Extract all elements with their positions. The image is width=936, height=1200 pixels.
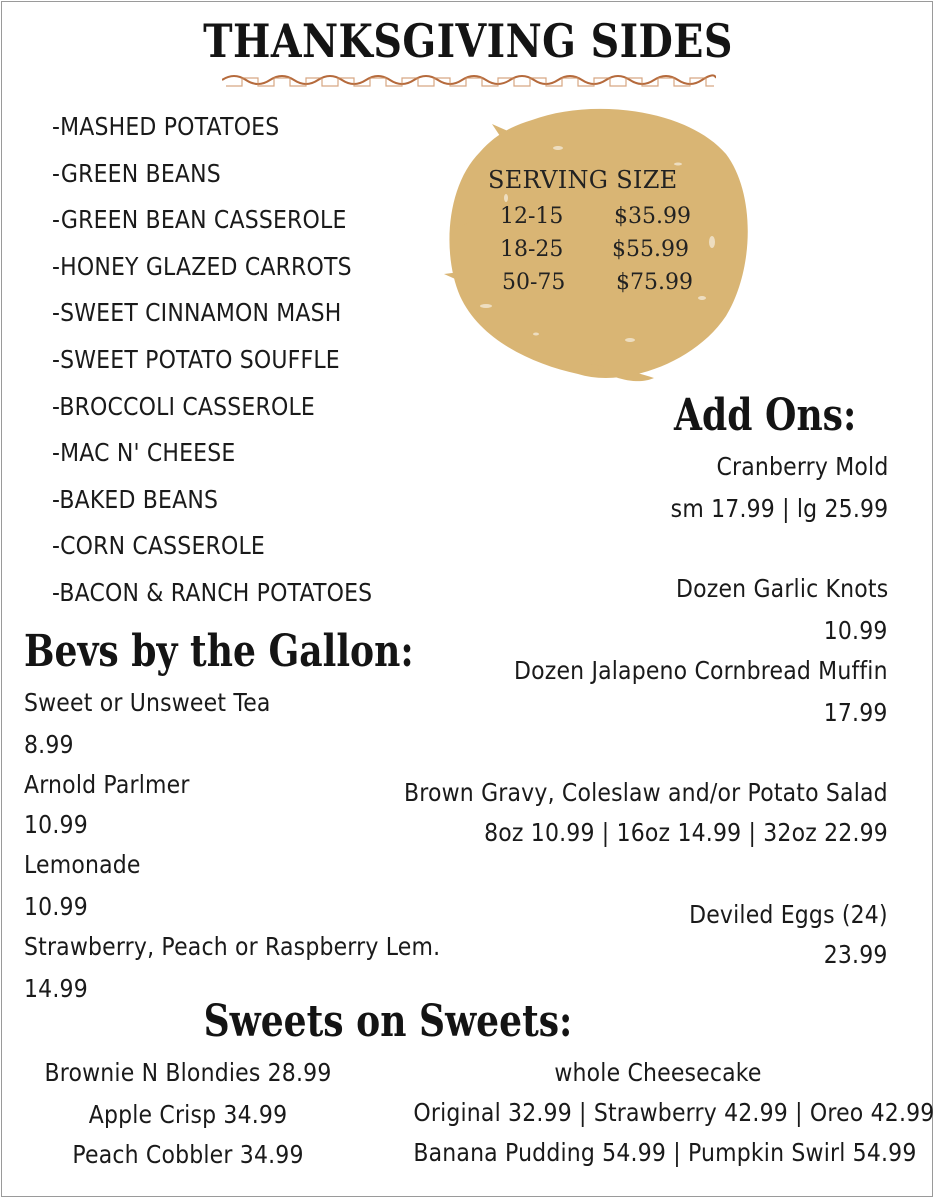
serving-size-title: SERVING SIZE	[488, 166, 678, 194]
cornbread-muffin-name: Dozen Jalapeno Cornbread Muffin	[514, 656, 888, 685]
deviled-eggs-name: Deviled Eggs (24)	[689, 900, 888, 929]
bev-arnold-name: Arnold Parlmer	[24, 770, 190, 799]
list-item: -HONEY GLAZED CARROTS	[52, 251, 352, 281]
list-item: -CORN CASSEROLE	[52, 531, 266, 561]
list-item: -SWEET POTATO SOUFFLE	[52, 344, 340, 374]
deviled-eggs-price: 23.99	[824, 940, 888, 969]
gravy-coleslaw-name: Brown Gravy, Coleslaw and/or Potato Salad	[404, 778, 888, 807]
bev-arnold-price: 10.99	[24, 810, 88, 839]
bev-lemonade-name: Lemonade	[24, 850, 141, 879]
sweets-item-peach-cobbler: Peach Cobbler 34.99	[72, 1140, 304, 1169]
bev-lemonade-price: 10.99	[24, 892, 88, 921]
list-item: -GREEN BEANS	[52, 158, 221, 188]
cheesecake-prices: Original 32.99 | Strawberry 42.99 | Oreo 42.99	[413, 1098, 935, 1127]
cornbread-muffin-price: 17.99	[824, 698, 888, 727]
bevs-heading: Bevs by the Gallon:	[24, 626, 414, 677]
serving-price-18-25: $55.99	[612, 237, 689, 262]
serving-size-blob	[440, 102, 756, 388]
list-item: -BROCCOLI CASSEROLE	[52, 391, 315, 421]
bev-berry-lemonade-price: 14.99	[24, 974, 88, 1003]
garlic-knots-name: Dozen Garlic Knots	[675, 574, 888, 603]
list-item: -MASHED POTATOES	[52, 112, 280, 141]
sides-list	[52, 108, 416, 621]
cheesecake-label: whole Cheesecake	[554, 1058, 762, 1087]
sweets-heading: Sweets on Sweets:	[203, 996, 573, 1047]
cranberry-mold-price: sm 17.99 | lg 25.99	[670, 494, 888, 523]
sweets-item-apple-crisp: Apple Crisp 34.99	[88, 1100, 288, 1129]
list-item: -GREEN BEAN CASSEROLE	[52, 205, 347, 235]
bev-berry-lemonade-name: Strawberry, Peach or Raspberry Lem.	[24, 932, 441, 961]
serving-size-18-25: 18-25	[500, 237, 564, 262]
serving-price-50-75: $75.99	[616, 270, 693, 295]
list-item: -BACON & RANCH POTATOES	[52, 577, 373, 607]
gravy-coleslaw-price: 8oz 10.99 | 16oz 14.99 | 32oz 22.99	[484, 818, 888, 847]
cranberry-mold-name: Cranberry Mold	[715, 452, 888, 481]
serving-size-12-15: 12-15	[500, 204, 564, 229]
pudding-prices: Banana Pudding 54.99 | Pumpkin Swirl 54.99	[413, 1138, 917, 1167]
serving-price-12-15: $35.99	[614, 204, 691, 229]
serving-size-50-75: 50-75	[502, 270, 566, 295]
page-title: THANKSGIVING SIDES	[203, 14, 733, 68]
list-item: -MAC N' CHEESE	[52, 438, 236, 468]
list-item: -BAKED BEANS	[52, 484, 219, 514]
bev-tea-price: 8.99	[24, 730, 74, 759]
decorative-squiggle	[222, 70, 716, 94]
bev-tea-name: Sweet or Unsweet Tea	[24, 688, 271, 717]
list-item: -SWEET CINNAMON MASH	[52, 298, 342, 328]
add-ons-heading: Add Ons:	[674, 390, 857, 441]
sweets-item-brownie: Brownie N Blondies 28.99	[44, 1058, 332, 1087]
garlic-knots-price: 10.99	[824, 616, 888, 645]
